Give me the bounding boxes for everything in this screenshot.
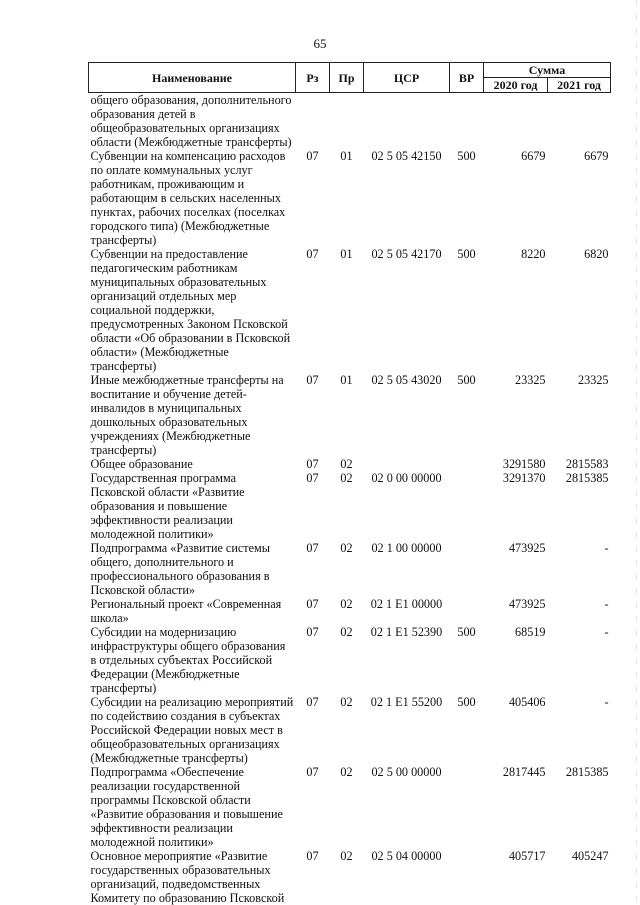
cell-pr	[330, 93, 364, 150]
cell-rz: 07	[306, 541, 319, 555]
cell-vr: 500	[457, 247, 476, 261]
cell-vr: 500	[457, 149, 476, 163]
table-row	[89, 247, 611, 373]
cell-csr: 02 1 E1 52390	[370, 625, 443, 639]
cell-vr	[450, 93, 484, 150]
header-sum: Сумма	[484, 63, 611, 78]
header-pr: Пр	[330, 63, 364, 93]
cell-y2020: 3291580	[502, 457, 546, 471]
cell-csr: 02 5 05 42150	[371, 149, 442, 163]
cell-y2021: 6820	[584, 247, 609, 261]
header-vr: ВР	[450, 63, 484, 93]
cell-name: Субвенции на компенсацию расходов по оплате коммунальных услуг работникам, проживающим и работающим в сельских населенных пунктах, рабочих поселках (поселках городского типа) (Межбюджетные трансферты)	[90, 149, 286, 247]
cell-csr	[364, 93, 450, 150]
cell-y2020: 6679	[521, 149, 546, 163]
cell-vr	[450, 541, 484, 597]
cell-y2021: -	[604, 625, 609, 639]
cell-y2020: 405717	[508, 849, 546, 863]
budget-table	[88, 62, 611, 905]
cell-rz: 07	[306, 471, 319, 485]
cell-rz: 07	[306, 849, 319, 863]
table-row	[89, 541, 611, 597]
cell-rz	[296, 93, 330, 150]
cell-rz: 07	[306, 149, 319, 163]
cell-name: Государственная программа Псковской области «Развитие образования и повышение эффективности реализации молодежной политики»	[90, 471, 245, 541]
cell-rz: 07	[306, 625, 319, 639]
cell-y2021: -	[604, 541, 609, 555]
cell-rz: 07	[306, 373, 319, 387]
page-number: 65	[313, 36, 327, 51]
cell-rz: 07	[306, 247, 319, 261]
cell-csr: 02 5 00 00000	[371, 765, 442, 779]
header-csr: ЦСР	[364, 63, 450, 93]
table-body	[89, 93, 611, 905]
cell-pr: 02	[340, 457, 353, 471]
cell-y2021: 2815583	[565, 457, 609, 471]
cell-y2020: 405406	[508, 695, 546, 709]
table-row	[89, 625, 611, 695]
cell-pr: 02	[340, 597, 353, 611]
cell-name: Региональный проект «Современная школа»	[90, 597, 282, 625]
header-name: Наименование	[89, 63, 296, 93]
cell-csr: 02 0 00 00000	[371, 471, 442, 485]
table-row	[89, 597, 611, 625]
cell-y2020: 8220	[521, 247, 546, 261]
cell-vr	[450, 597, 484, 625]
table-row	[89, 93, 611, 150]
cell-rz: 07	[306, 457, 319, 471]
cell-csr: 02 1 E1 55200	[370, 695, 443, 709]
cell-name: Основное мероприятие «Развитие государственных образовательных организаций, подведомственных Комитету по образованию Псковской	[90, 849, 285, 905]
cell-name: общего образования, дополнительного образования детей в общеобразовательных организациях области (Межбюджетные трансферты)	[90, 93, 292, 149]
cell-vr	[450, 765, 484, 849]
cell-name: Подпрограмма «Развитие системы общего, дополнительного и профессионального образования в Псковской области»	[90, 541, 270, 597]
cell-y2020: 23325	[515, 373, 546, 387]
cell-pr: 01	[340, 247, 353, 261]
header-year-2021: 2021 год	[548, 78, 611, 93]
cell-y2021: -	[604, 695, 609, 709]
cell-y2021: 2815385	[565, 471, 609, 485]
table-row	[89, 149, 611, 247]
cell-csr: 02 5 05 43020	[371, 373, 442, 387]
cell-pr: 02	[340, 541, 353, 555]
cell-y2020: 2817445	[502, 765, 546, 779]
cell-y2021: -	[604, 597, 609, 611]
cell-pr: 02	[340, 849, 353, 863]
table-row	[89, 471, 611, 541]
table-row	[89, 695, 611, 765]
cell-name: Субсидии на модернизацию инфраструктуры общего образования в отдельных субъектах Российской Федерации (Межбюджетные трансферты)	[90, 625, 286, 695]
cell-csr: 02 1 E1 00000	[370, 597, 443, 611]
table-row	[89, 765, 611, 849]
cell-csr	[364, 457, 450, 471]
cell-y2020: 3291370	[502, 471, 546, 485]
cell-pr: 02	[340, 471, 353, 485]
cell-y2021: 405247	[571, 849, 609, 863]
cell-y2020: 473925	[508, 541, 546, 555]
table-row	[89, 457, 611, 471]
table-row	[89, 849, 611, 905]
cell-y2021: 6679	[584, 149, 609, 163]
cell-pr: 02	[340, 765, 353, 779]
table-row	[89, 373, 611, 457]
cell-pr: 01	[340, 373, 353, 387]
cell-name: Иные межбюджетные трансферты на воспитание и обучение детей-инвалидов в муниципальных дошкольных образовательных учреждениях (Межбюджетные трансферты)	[90, 373, 284, 457]
cell-pr: 01	[340, 149, 353, 163]
cell-name: Субсидии на реализацию мероприятий по содействию создания в субъектах Российской Федерации новых мест в общеобразовательных организациях (Межбюджетные трансферты)	[90, 695, 294, 765]
cell-name: Подпрограмма «Обеспечение реализации государственной программы Псковской области «Развитие образования и повышение эффективности реализации молодежной политики»	[90, 765, 283, 849]
cell-vr: 500	[457, 625, 476, 639]
cell-pr: 02	[340, 625, 353, 639]
cell-vr	[450, 849, 484, 905]
cell-vr: 500	[457, 373, 476, 387]
cell-csr: 02 1 00 00000	[371, 541, 442, 555]
cell-y2021	[548, 93, 611, 150]
header-year-2020: 2020 год	[484, 78, 548, 93]
cell-y2020: 473925	[508, 597, 546, 611]
cell-pr: 02	[340, 695, 353, 709]
table-header	[89, 63, 611, 93]
cell-rz: 07	[306, 765, 319, 779]
cell-vr	[450, 457, 484, 471]
cell-rz: 07	[306, 597, 319, 611]
cell-name: Субвенции на предоставление педагогическим работникам муниципальных образовательных организаций отдельных мер социальной поддержки, предусмотренных Законом Псковской области «Об образовании в Псковской области» (Межбюджетные трансферты)	[90, 247, 291, 373]
cell-rz: 07	[306, 695, 319, 709]
header-rz: Рз	[296, 63, 330, 93]
cell-y2020: 68519	[515, 625, 546, 639]
cell-y2021: 23325	[578, 373, 609, 387]
scan-edge	[636, 0, 637, 905]
cell-y2020	[484, 93, 548, 150]
cell-csr: 02 5 04 00000	[371, 849, 442, 863]
cell-csr: 02 5 05 42170	[371, 247, 442, 261]
cell-vr: 500	[457, 695, 476, 709]
cell-name: Общее образование	[90, 457, 193, 471]
cell-vr	[450, 471, 484, 541]
cell-y2021: 2815385	[565, 765, 609, 779]
